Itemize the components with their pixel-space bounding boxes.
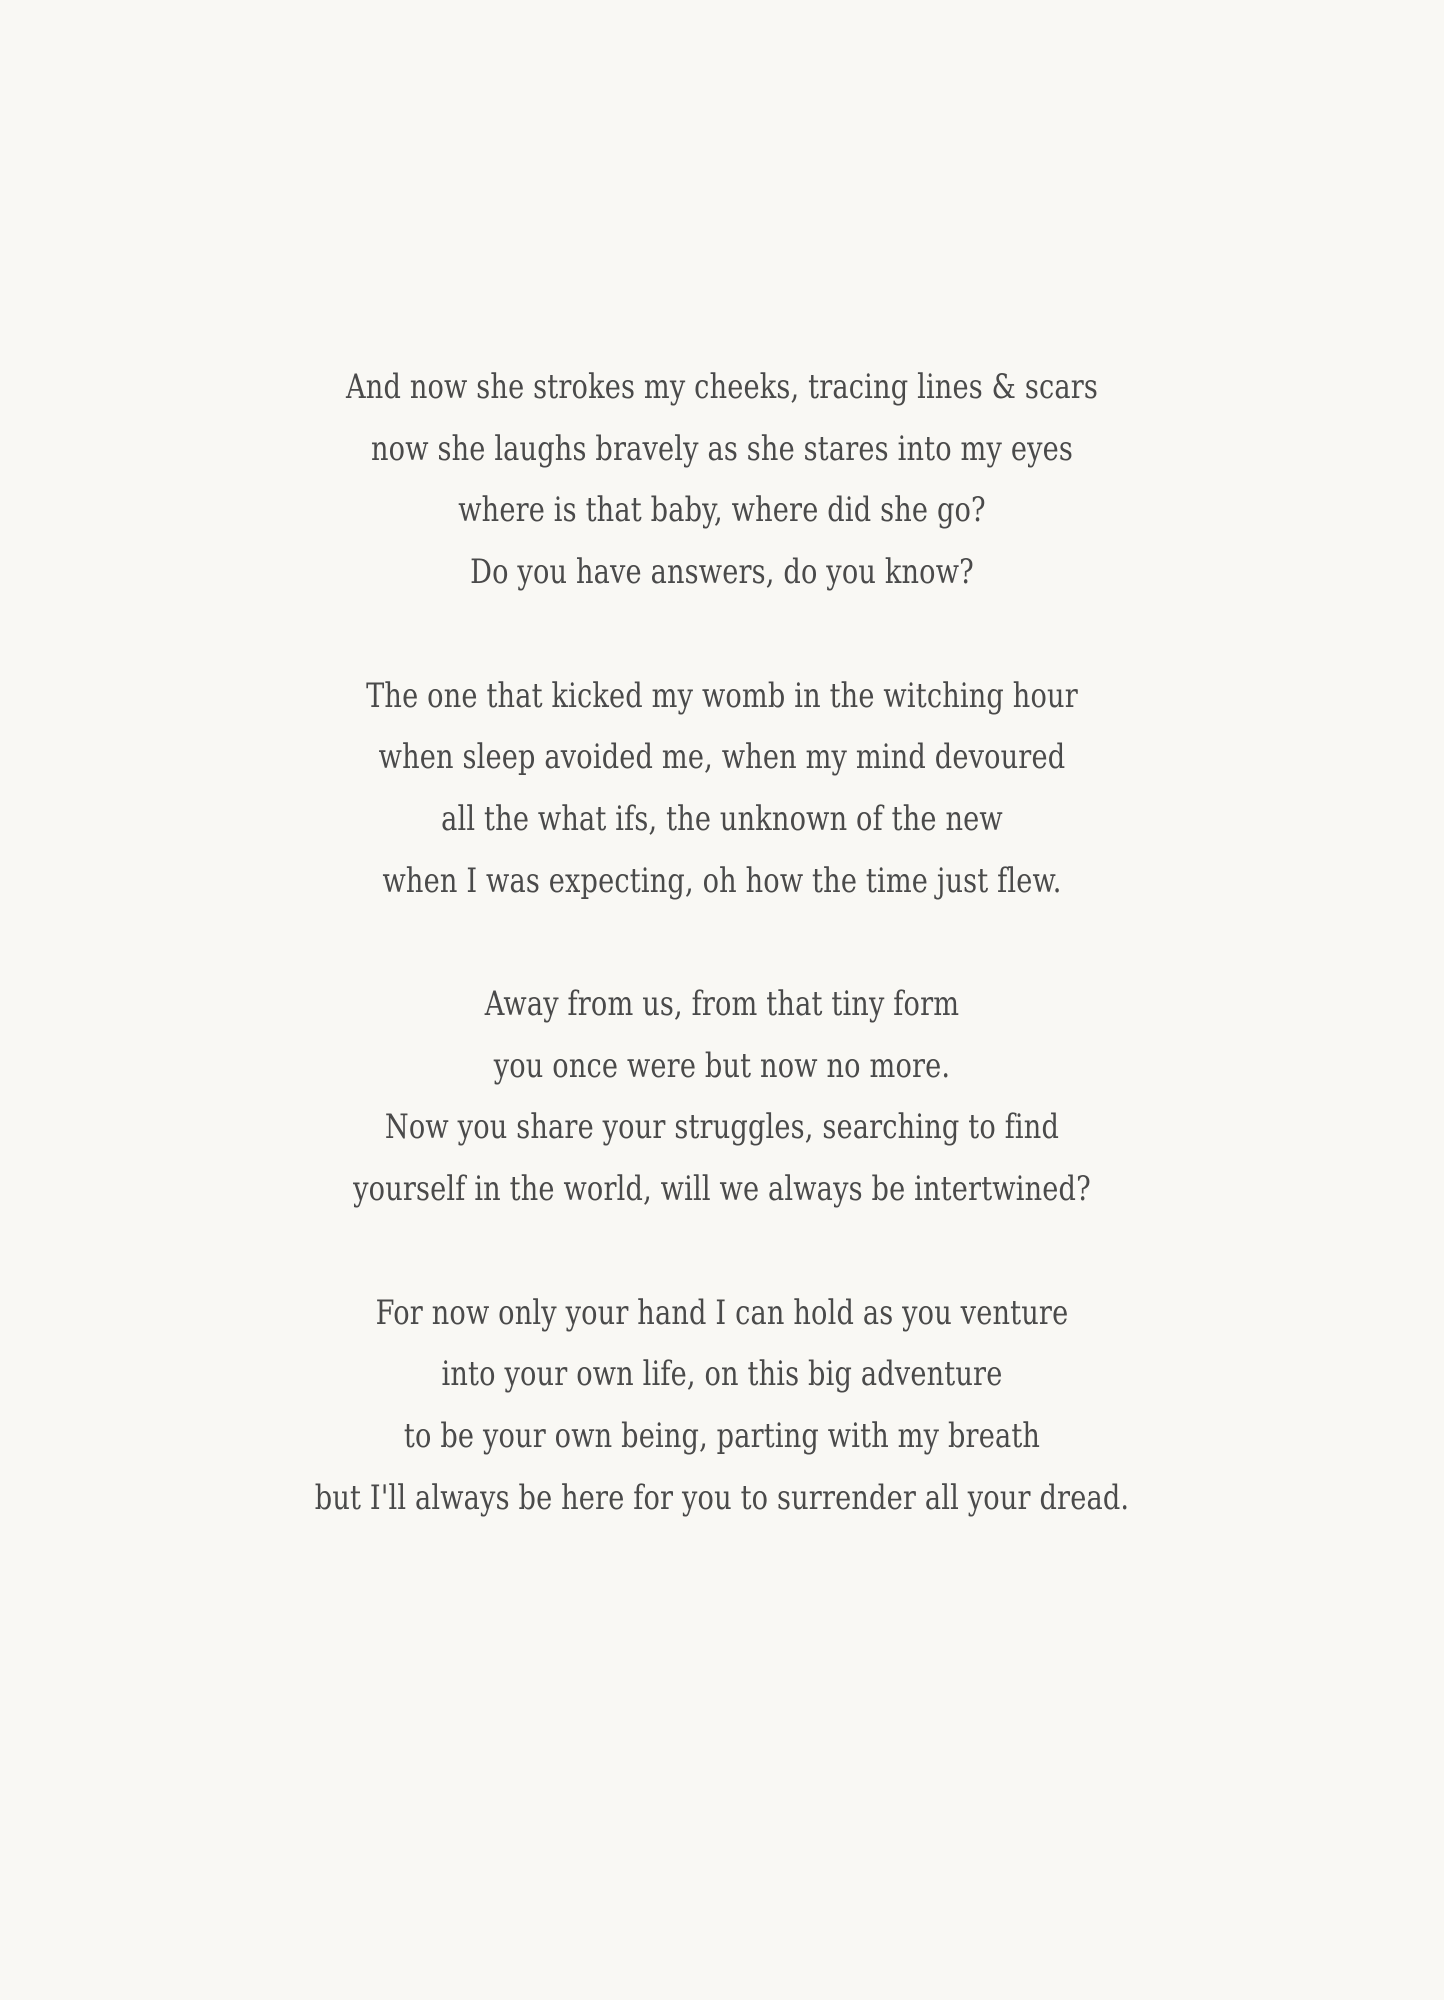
poem-line: now she laughs bravely as she stares into my eyes — [370, 428, 1073, 469]
poem-line: you once were but now no more. — [493, 1045, 951, 1086]
stanza-3 — [144, 974, 1299, 1221]
stanza-2 — [144, 666, 1299, 913]
stanza-4 — [144, 1283, 1299, 1530]
poem-line: where is that baby, where did she go? — [458, 490, 986, 531]
poem-line: all the what ifs, the unknown of the new — [441, 798, 1003, 839]
poem-line: to be your own being, parting with my breath — [403, 1415, 1041, 1456]
poem-line: but I'll always be here for you to surrender all your dread. — [314, 1477, 1130, 1518]
poem-line: when sleep avoided me, when my mind devoured — [378, 737, 1066, 778]
poem-line: The one that kicked my womb in the witching hour — [366, 675, 1078, 716]
poem-line: For now only your hand I can hold as you venture — [375, 1292, 1069, 1333]
poem-line: when I was expecting, oh how the time just flew. — [382, 860, 1062, 901]
poem-line: Now you share your struggles, searching to find — [384, 1107, 1060, 1148]
stanza-1 — [144, 357, 1299, 604]
poem-line: Do you have answers, do you know? — [470, 552, 974, 593]
poem-line: Away from us, from that tiny form — [484, 984, 960, 1024]
poem — [144, 357, 1299, 1529]
poem-line: And now she strokes my cheeks, tracing lines & scars — [345, 367, 1099, 407]
poem-line: into your own life, on this big adventure — [441, 1354, 1003, 1395]
poem-line: yourself in the world, will we always be intertwined? — [353, 1169, 1091, 1210]
